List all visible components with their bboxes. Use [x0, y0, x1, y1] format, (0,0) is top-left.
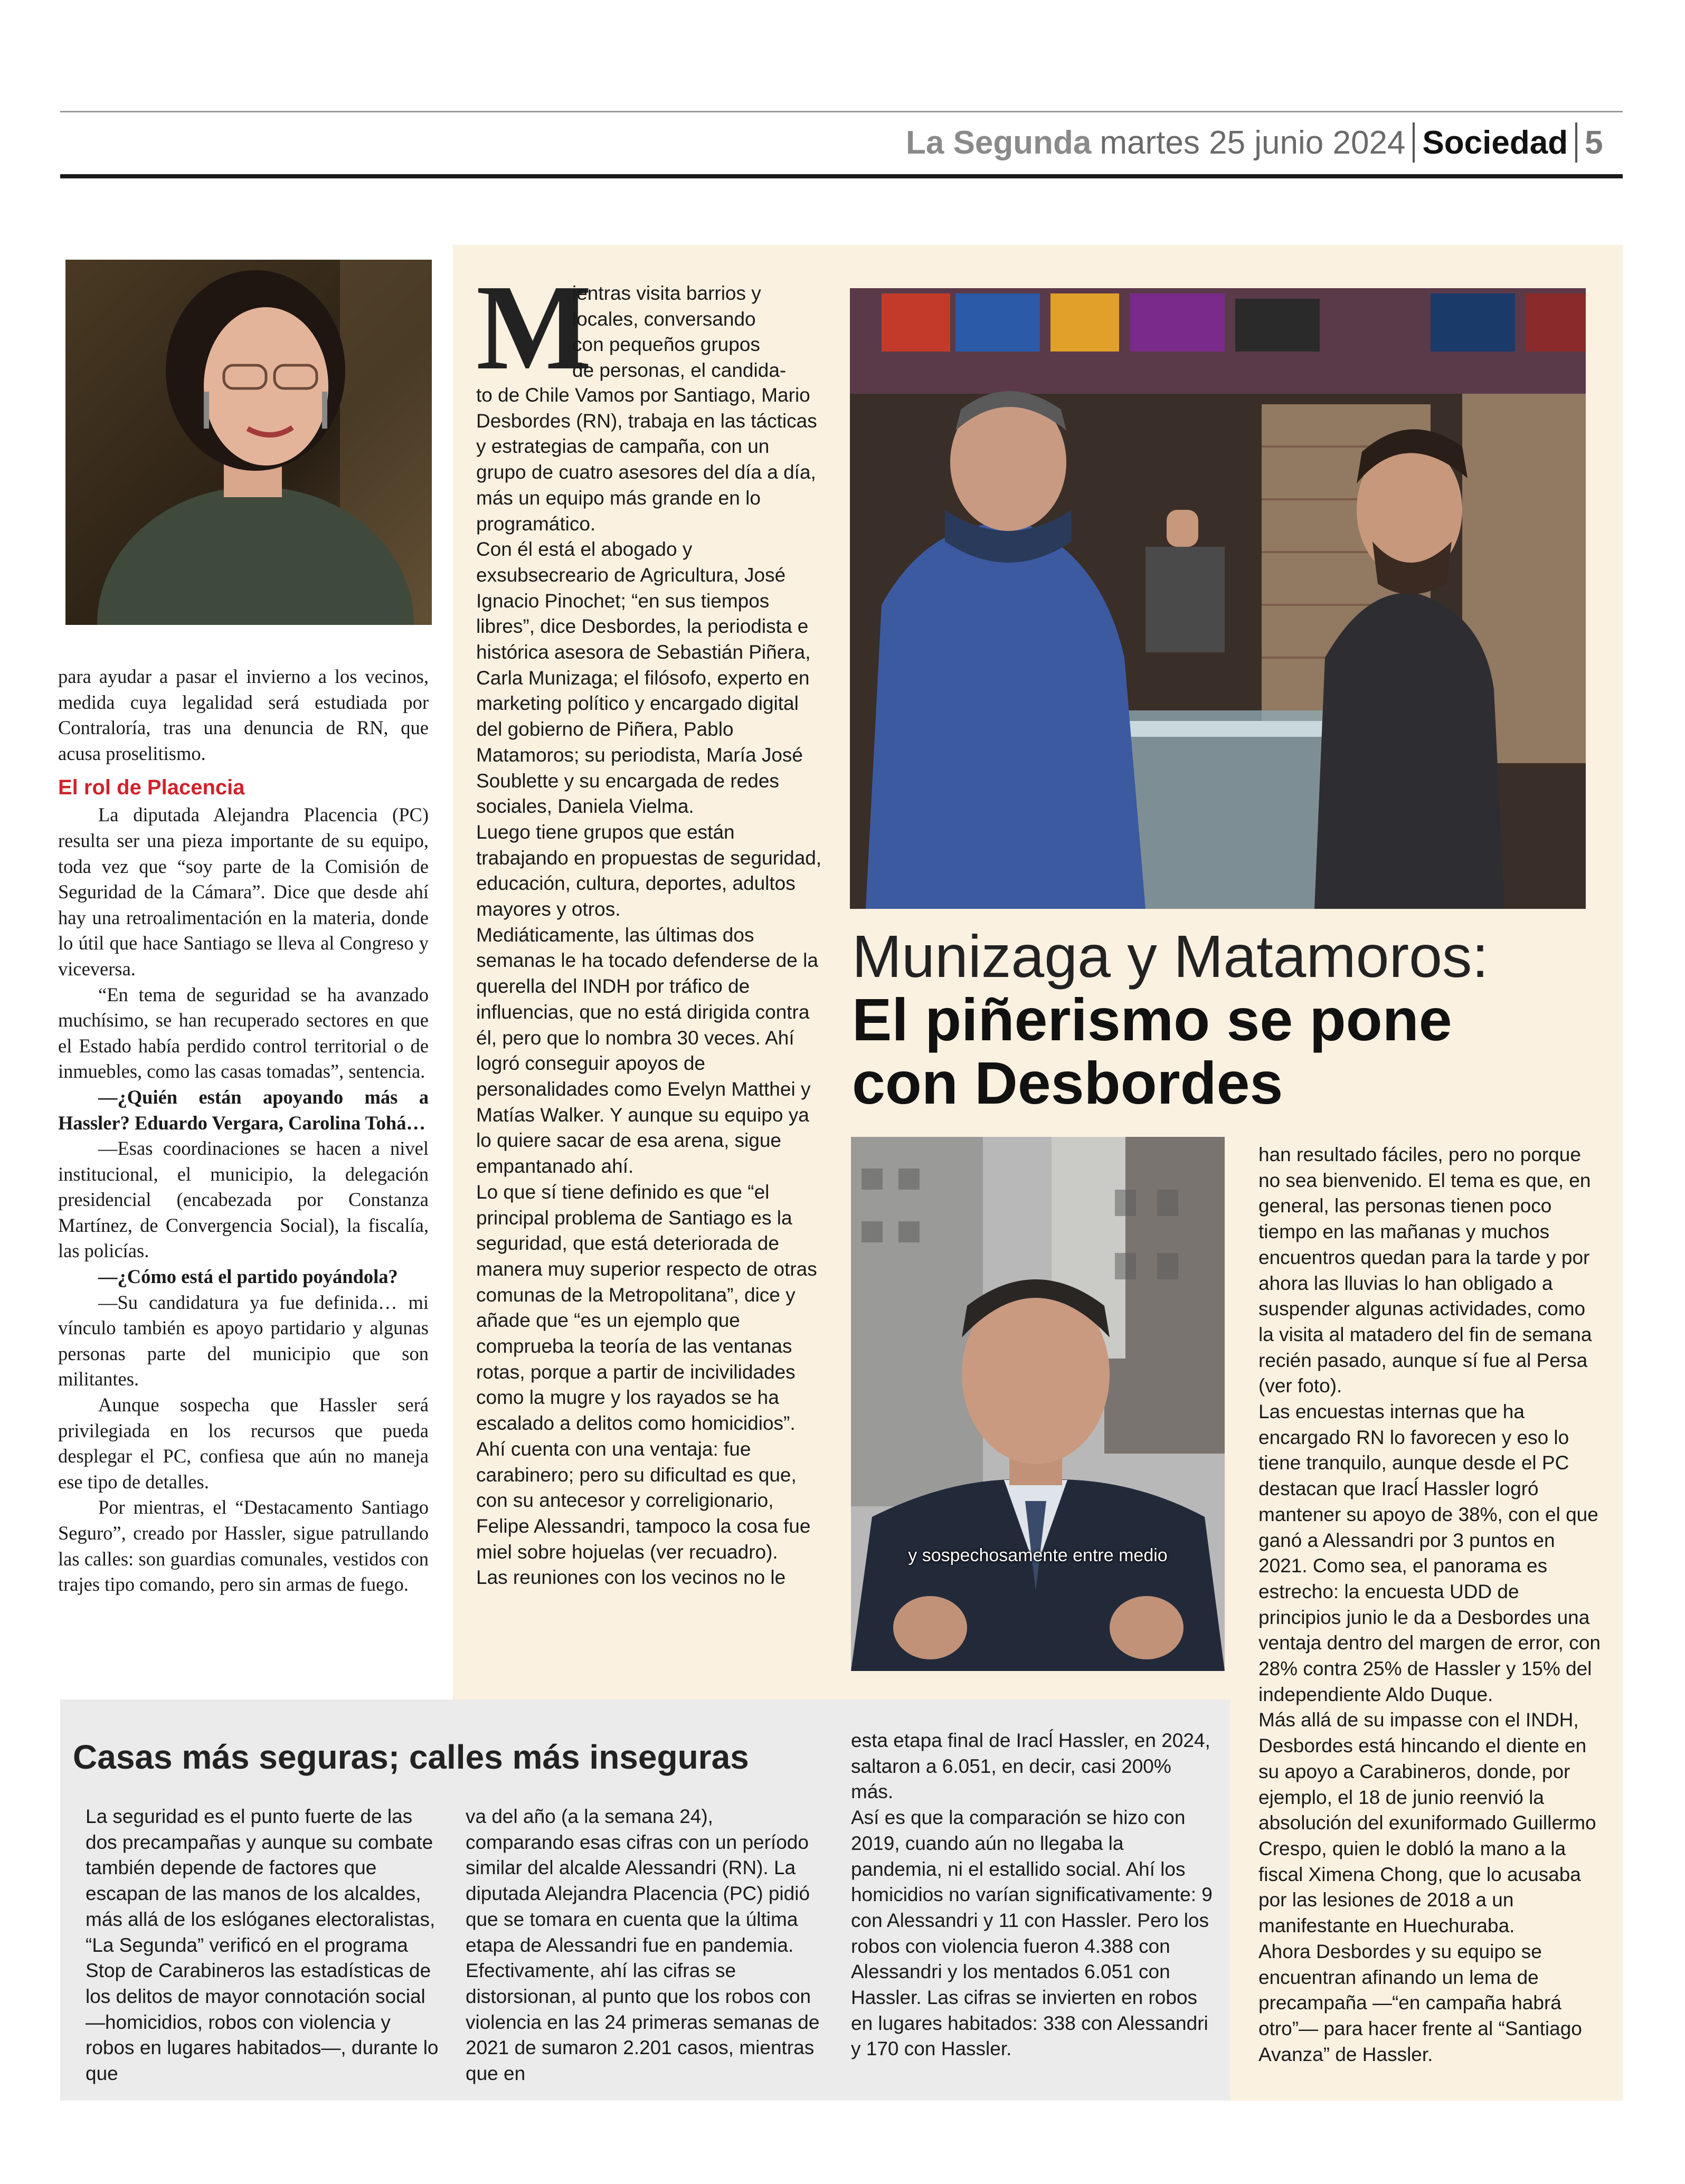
lead-lines — [572, 281, 826, 384]
lead-line: con pequeños grupos — [572, 334, 760, 356]
paragraph: han resultado fáciles, pero no porque no sea bienvenido. El tema es que, en general, las personas tienen poco tiempo en las mañanas y muchos encuentros quedan para la tarde y por ahora las lluvias lo han obligado a suspender algunas actividades, como la visita al matadero del fin de semana recién pasado, aunque sí fue al Persa (ver foto). — [1258, 1144, 1592, 1397]
header-divider — [1413, 122, 1415, 163]
paragraph: to de Chile Vamos por Santiago, Mario Desbordes (RN), trabaja en las tácticas y estrategias de campaña, con un grupo de cuatro asesores del día a día, más un equipo más grande en lo programático. — [476, 384, 817, 535]
header-bottom-rule — [60, 174, 1623, 178]
box-column-2 — [466, 1804, 825, 2087]
header-divider — [1575, 122, 1577, 163]
subheading: El rol de Placencia — [58, 776, 245, 800]
interview-question: —¿Quién están apoyando más a Hassler? Eduardo Vergara, Carolina Tohá… — [58, 1086, 429, 1134]
paragraph: Lo que sí tiene definido es que “el principal problema de Santiago es la seguridad, que está deteriorada de manera muy superior respecto de otras comunas de la Metropolitana”, dice y añade que “es un ejemplo que comprueba la teoría de las ventanas rotas, porque a partir de incivilidades como la mugre y los rayados se ha escalado a delitos como homicidios”. — [476, 1181, 817, 1435]
lead-line: locales, conversando — [572, 308, 756, 330]
article-headline — [852, 925, 1617, 1115]
paragraph: Aunque sospecha que Hassler será privilegiada en los recursos que pueda desplegar el PC, confiesa que aún no maneja ese tipo de detalles. — [58, 1394, 429, 1493]
video-caption: y sospechosamente entre medio — [908, 1545, 1168, 1565]
paragraph: Con él está el abogado y exsubsecreario de Agricultura, José Ignacio Pinochet; “en sus tiempos libres”, dice Desbordes, la periodista e histórica asesora de Sebastián Piñera, Carla Munizaga; el filósofo, experto en marketing político y encargado digital del gobierno de Piñera, Pablo Matamoros; su periodista, María José Soublette y su encargada de redes sociales, Daniela Vielma. — [476, 538, 811, 818]
paragraph: La seguridad es el punto fuerte de las dos precampañas y aunque su combate también depende de factores que escapan de las manos de los alcaldes, más allá de los eslóganes electoralistas, “La Segunda” verificó en el programa Stop de Carabineros las estadísticas de los delitos de mayor connotación social —homicidios, robos con violencia y robos en lugares habitados—, durante lo que — [86, 1806, 439, 2085]
article-lead — [476, 260, 825, 395]
lead-line: de personas, el candida- — [572, 359, 787, 382]
section-name: Sociedad — [1422, 124, 1568, 161]
portrait-photo-placencia — [65, 260, 432, 625]
box-column-3 — [851, 1728, 1215, 2062]
paragraph: Por mientras, el “Destacamento Santiago Seguro”, creado por Hassler, sigue patrullando las calles: son guardias comunales, vestidos con trajes tipo comando, pero sin armas de fuego. — [58, 1496, 429, 1596]
issue-date: martes 25 junio 2024 — [1100, 124, 1406, 161]
interview-question: —¿Cómo está el partido poyándola? — [98, 1266, 398, 1288]
paragraph: Ahora Desbordes y su equipo se encuentran afinando un lema de precampaña —“en campaña habrá otro”— para hacer frente al “Santiago Avanza” de Hassler. — [1258, 1940, 1582, 2065]
article-column-1 — [476, 260, 825, 1591]
article-column-3 — [1258, 1142, 1603, 2067]
interview-answer: —Su candidatura ya fue definida… mi vínculo también es apoyo partidario y algunas personas parte del municipio que son militantes. — [58, 1291, 429, 1390]
paragraph: Mediáticamente, las últimas dos semanas le ha tocado defenderse de la querella del INDH por tráfico de influencias, que no está dirigida contra él, pero que lo nombra 30 veces. Ahí logró conseguir apoyos de personalidades como Evelyn Matthei y Matías Walker. Y aunque su equipo ya lo quiere sacar de esa arena, sigue empantanado ahí. — [476, 924, 818, 1178]
page-header — [906, 117, 1603, 168]
left-column-text — [58, 664, 429, 1598]
paragraph: “En tema de seguridad se ha avanzado muchísimo, se han recuperado sectores en que el Estado había perdido control territorial o de inmuebles, como las casas tomadas”, sentencia. — [58, 983, 429, 1082]
lead-line: ientras visita barrios y — [572, 282, 761, 304]
paragraph: La diputada Alejandra Placencia (PC) resulta ser una pieza importante de su equipo, toda vez que “soy parte de la Comisión de Seguridad de la Cámara”. Dice que desde ahí hay una retroalimentación en la materia, donde lo útil que hace Santiago se lleva al Congreso y viceversa. — [58, 804, 429, 980]
paragraph: Así es que la comparación se hizo con 2019, cuando aún no llegaba la pandemia, ni el estallido social. Ahí los homicidios no varían significativamente: 9 con Alessandri y 11 con Hassler. Pero los robos con violencia fueron 4.388 con Alessandri y los mentados 6.051 con Hassler. Las cifras se invierten en robos en lugares habitados: 338 con Alessandri y 170 con Hassler. — [851, 1807, 1213, 2060]
paragraph: Las encuestas internas que ha encargado RN lo favorecen y eso lo tiene tranquilo, aunque desde el PC destacan que Iracĺ Hassler logró mantener su apoyo de 38%, con el que ganó a Alessandri por 3 puntos en 2021. Como sea, el panorama es estrecho: la encuesta UDD de principios junio le da a Desbordes una ventaja dentro del margen de error, con 28% contra 25% de Hassler y 15% del independiente Aldo Duque. — [1258, 1401, 1601, 1705]
paragraph: para ayudar a pasar el invierno a los vecinos, medida cuya legalidad será estudiada por Contraloría, tras una denuncia de RN, que acusa proselitismo. — [58, 666, 429, 764]
paragraph: Las reuniones con los vecinos no le — [476, 1566, 786, 1589]
box-title: Casas más seguras; calles más inseguras — [73, 1738, 749, 1776]
newspaper-brand: La Segunda — [906, 124, 1092, 161]
headline-line-3: con Desbordes — [852, 1050, 1283, 1116]
box-column-1 — [86, 1804, 444, 2087]
paragraph: Luego tiene grupos que están trabajando en propuestas de seguridad, educación, cultura, deportes, adultos mayores y otros. — [476, 821, 822, 920]
headline-line-2: El piñerismo se pone — [852, 986, 1452, 1053]
header-top-rule — [60, 111, 1623, 112]
interview-answer: —Esas coordinaciones se hacen a nivel institucional, el municipio, la delegación presidencial (encabezada por Constanza Martínez, de Convergencia Social), la fiscalía, las policías. — [58, 1137, 429, 1262]
paragraph: Ahí cuenta con una ventaja: fue carabinero; pero su dificultad es que, con su antecesor y correligionario, Felipe Alessandri, tampoco la cosa fue miel sobre hojuelas (ver recuadro). — [476, 1438, 811, 1563]
drop-cap: M — [476, 260, 592, 395]
headline-line-1: Munizaga y Matamoros: — [852, 923, 1489, 990]
paragraph: Más allá de su impasse con el INDH, Desbordes está hincando el diente en su apoyo a Carabineros, donde, por ejemplo, el 18 de junio reenvió la absolución del exuniformado Guillermo Crespo, quien le dobló la mano a la fiscal Ximena Chong, que lo acusaba por las lesiones de 2018 a un manifestante en Huechuraba. — [1258, 1709, 1596, 1937]
paragraph: esta etapa final de Iracĺ Hassler, en 2024, saltaron a 6.051, en decir, casi 200% más. — [851, 1730, 1210, 1803]
page-number: 5 — [1585, 124, 1603, 161]
video-still-photo — [851, 1137, 1225, 1671]
paragraph: va del año (a la semana 24), comparando esas cifras con un período similar del alcalde Alessandri (RN). La diputada Alejandra Placencia (PC) pidió que se tomara en cuenta que la última etapa de Alessandri fue en pandemia. Efectivamente, ahí las cifras se distorsionan, al punto que los robos con violencia en las 24 primeras semanas de 2021 de sumaron 2.201 casos, mientras que en — [466, 1806, 820, 2085]
store-visit-photo — [850, 288, 1586, 909]
